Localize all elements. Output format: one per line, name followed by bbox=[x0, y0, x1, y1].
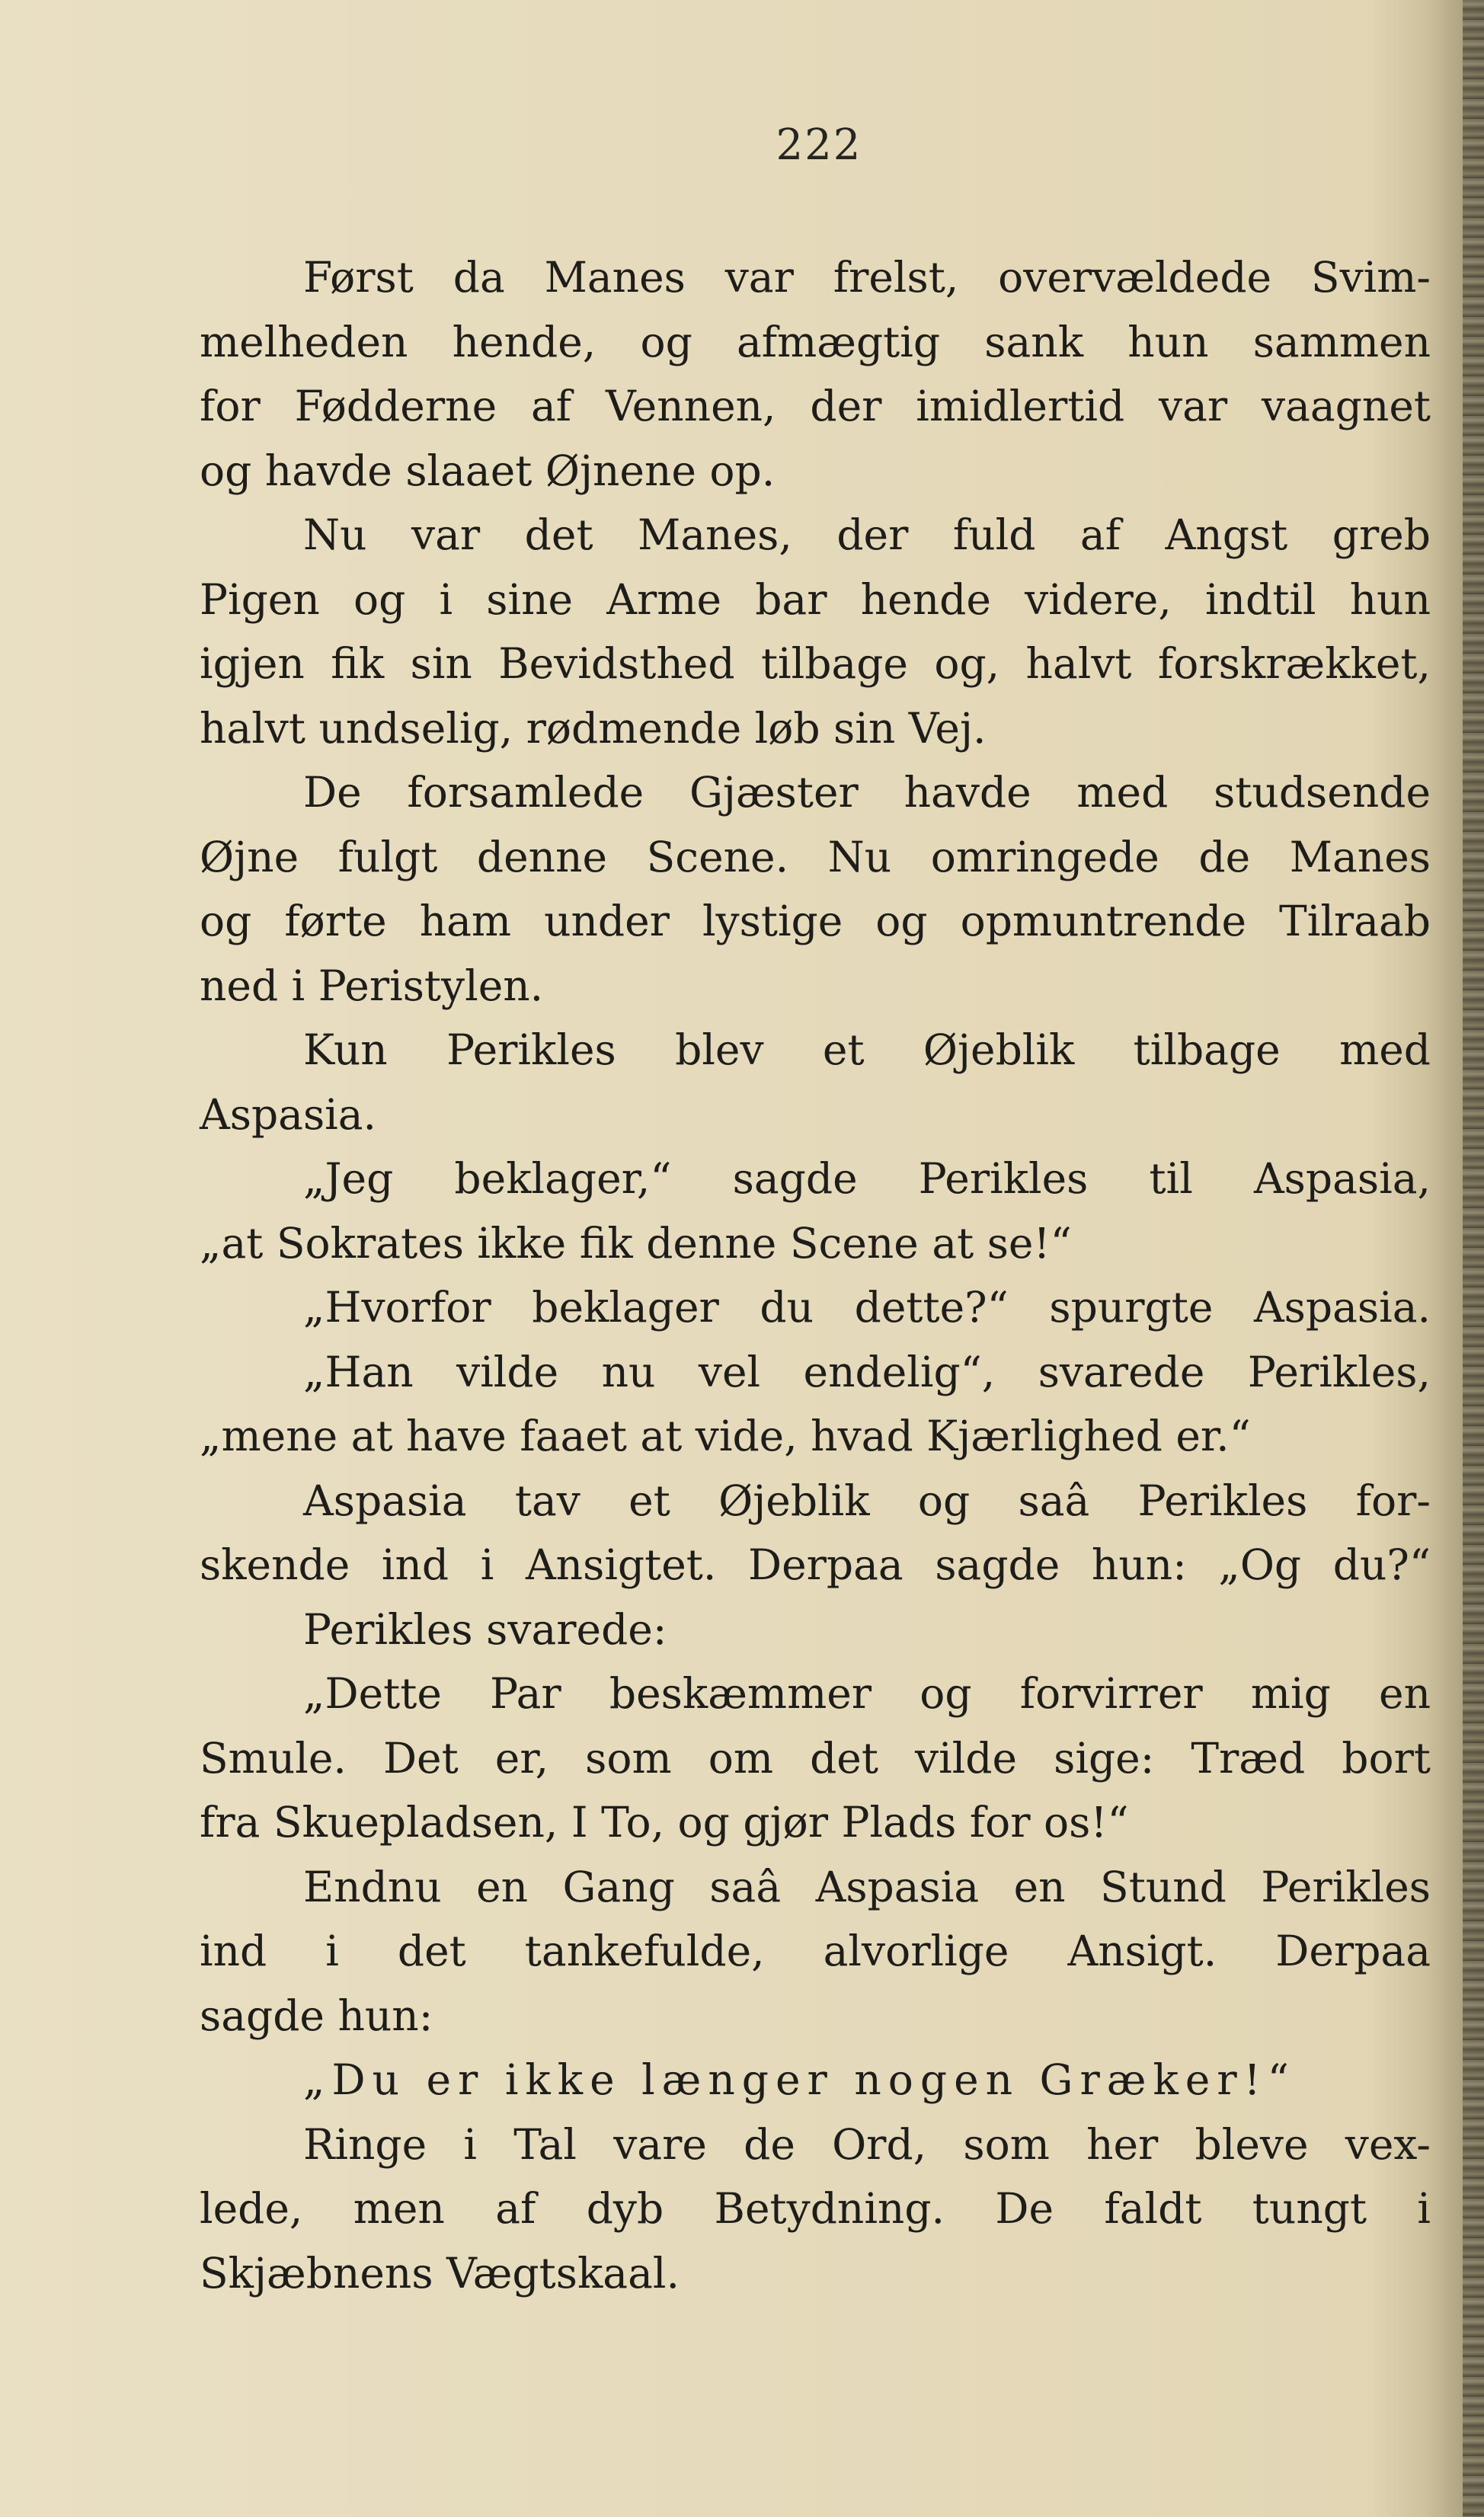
body-text bbox=[200, 245, 1431, 2305]
text-line: Aspasia tav et Øjeblik og saâ Perikles for- bbox=[303, 1476, 1431, 1525]
text-line: Pigen og i sine Arme bar hende videre, indtil hun bbox=[200, 574, 1431, 624]
text-line: „Dette Par beskæmmer og forvirrer mig en bbox=[303, 1669, 1431, 1718]
text-line: for Fødderne af Vennen, der imidlertid var vaagnet bbox=[200, 382, 1431, 430]
text-line: halvt undselig, rødmende løb sin Vej. bbox=[200, 703, 987, 753]
text-line: Endnu en Gang saâ Aspasia en Stund Perikles bbox=[303, 1862, 1431, 1911]
page-edge bbox=[1463, 0, 1484, 2517]
text-line: ned i Peristylen. bbox=[200, 961, 544, 1010]
text-line: „Han vilde nu vel endelig“, svarede Perikles, bbox=[303, 1347, 1431, 1396]
text-line: Først da Manes var frelst, overvældede Svim- bbox=[303, 253, 1431, 302]
text-line: „Du er ikke længer nogen Græker!“ bbox=[303, 2055, 1296, 2104]
text-line: Nu var det Manes, der fuld af Angst greb bbox=[303, 510, 1431, 559]
text-line: Ringe i Tal vare de Ord, som her bleve vex- bbox=[303, 2119, 1431, 2169]
text-line: Smule. Det er, som om det vilde sige: Træd bort bbox=[200, 1733, 1431, 1783]
text-line: Øjne fulgt denne Scene. Nu omringede de Manes bbox=[200, 832, 1431, 881]
text-line: ind i det tankefulde, alvorlige Ansigt. Derpaa bbox=[200, 1927, 1431, 1975]
text-line: melheden hende, og afmægtig sank hun sammen bbox=[200, 317, 1431, 366]
text-line: „at Sokrates ikke fik denne Scene at se!“ bbox=[200, 1218, 1072, 1268]
text-line: sagde hun: bbox=[200, 1991, 433, 2040]
text-line: og havde slaaet Øjnene op. bbox=[200, 446, 776, 495]
text-line: „Hvorfor beklager du dette?“ spurgte Aspasia. bbox=[303, 1283, 1431, 1332]
text-line: og førte ham under lystige og opmuntrende Tilraab bbox=[200, 897, 1431, 945]
page-number: 222 bbox=[776, 120, 862, 170]
text-line: De forsamlede Gjæster havde med studsende bbox=[303, 768, 1431, 817]
text-line: skende ind i Ansigtet. Derpaa sagde hun: „Og du?“ bbox=[200, 1540, 1431, 1589]
text-line: Aspasia. bbox=[200, 1089, 377, 1139]
text-line: Perikles svarede: bbox=[303, 1604, 667, 1654]
text-line: igjen fik sin Bevidsthed tilbage og, halvt forskrækket, bbox=[200, 639, 1431, 688]
text-line: lede, men af dyb Betydning. De faldt tungt i bbox=[200, 2184, 1431, 2233]
text-line: Skjæbnens Vægtskaal. bbox=[200, 2248, 680, 2298]
text-line: Kun Perikles blev et Øjeblik tilbage med bbox=[303, 1025, 1431, 1074]
text-line: fra Skuepladsen, I To, og gjør Plads for os!“ bbox=[200, 1798, 1129, 1847]
text-line: „Jeg beklager,“ sagde Perikles til Aspasia, bbox=[303, 1154, 1431, 1203]
text-line: „mene at have faaet at vide, hvad Kjærlighed er.“ bbox=[200, 1412, 1251, 1460]
